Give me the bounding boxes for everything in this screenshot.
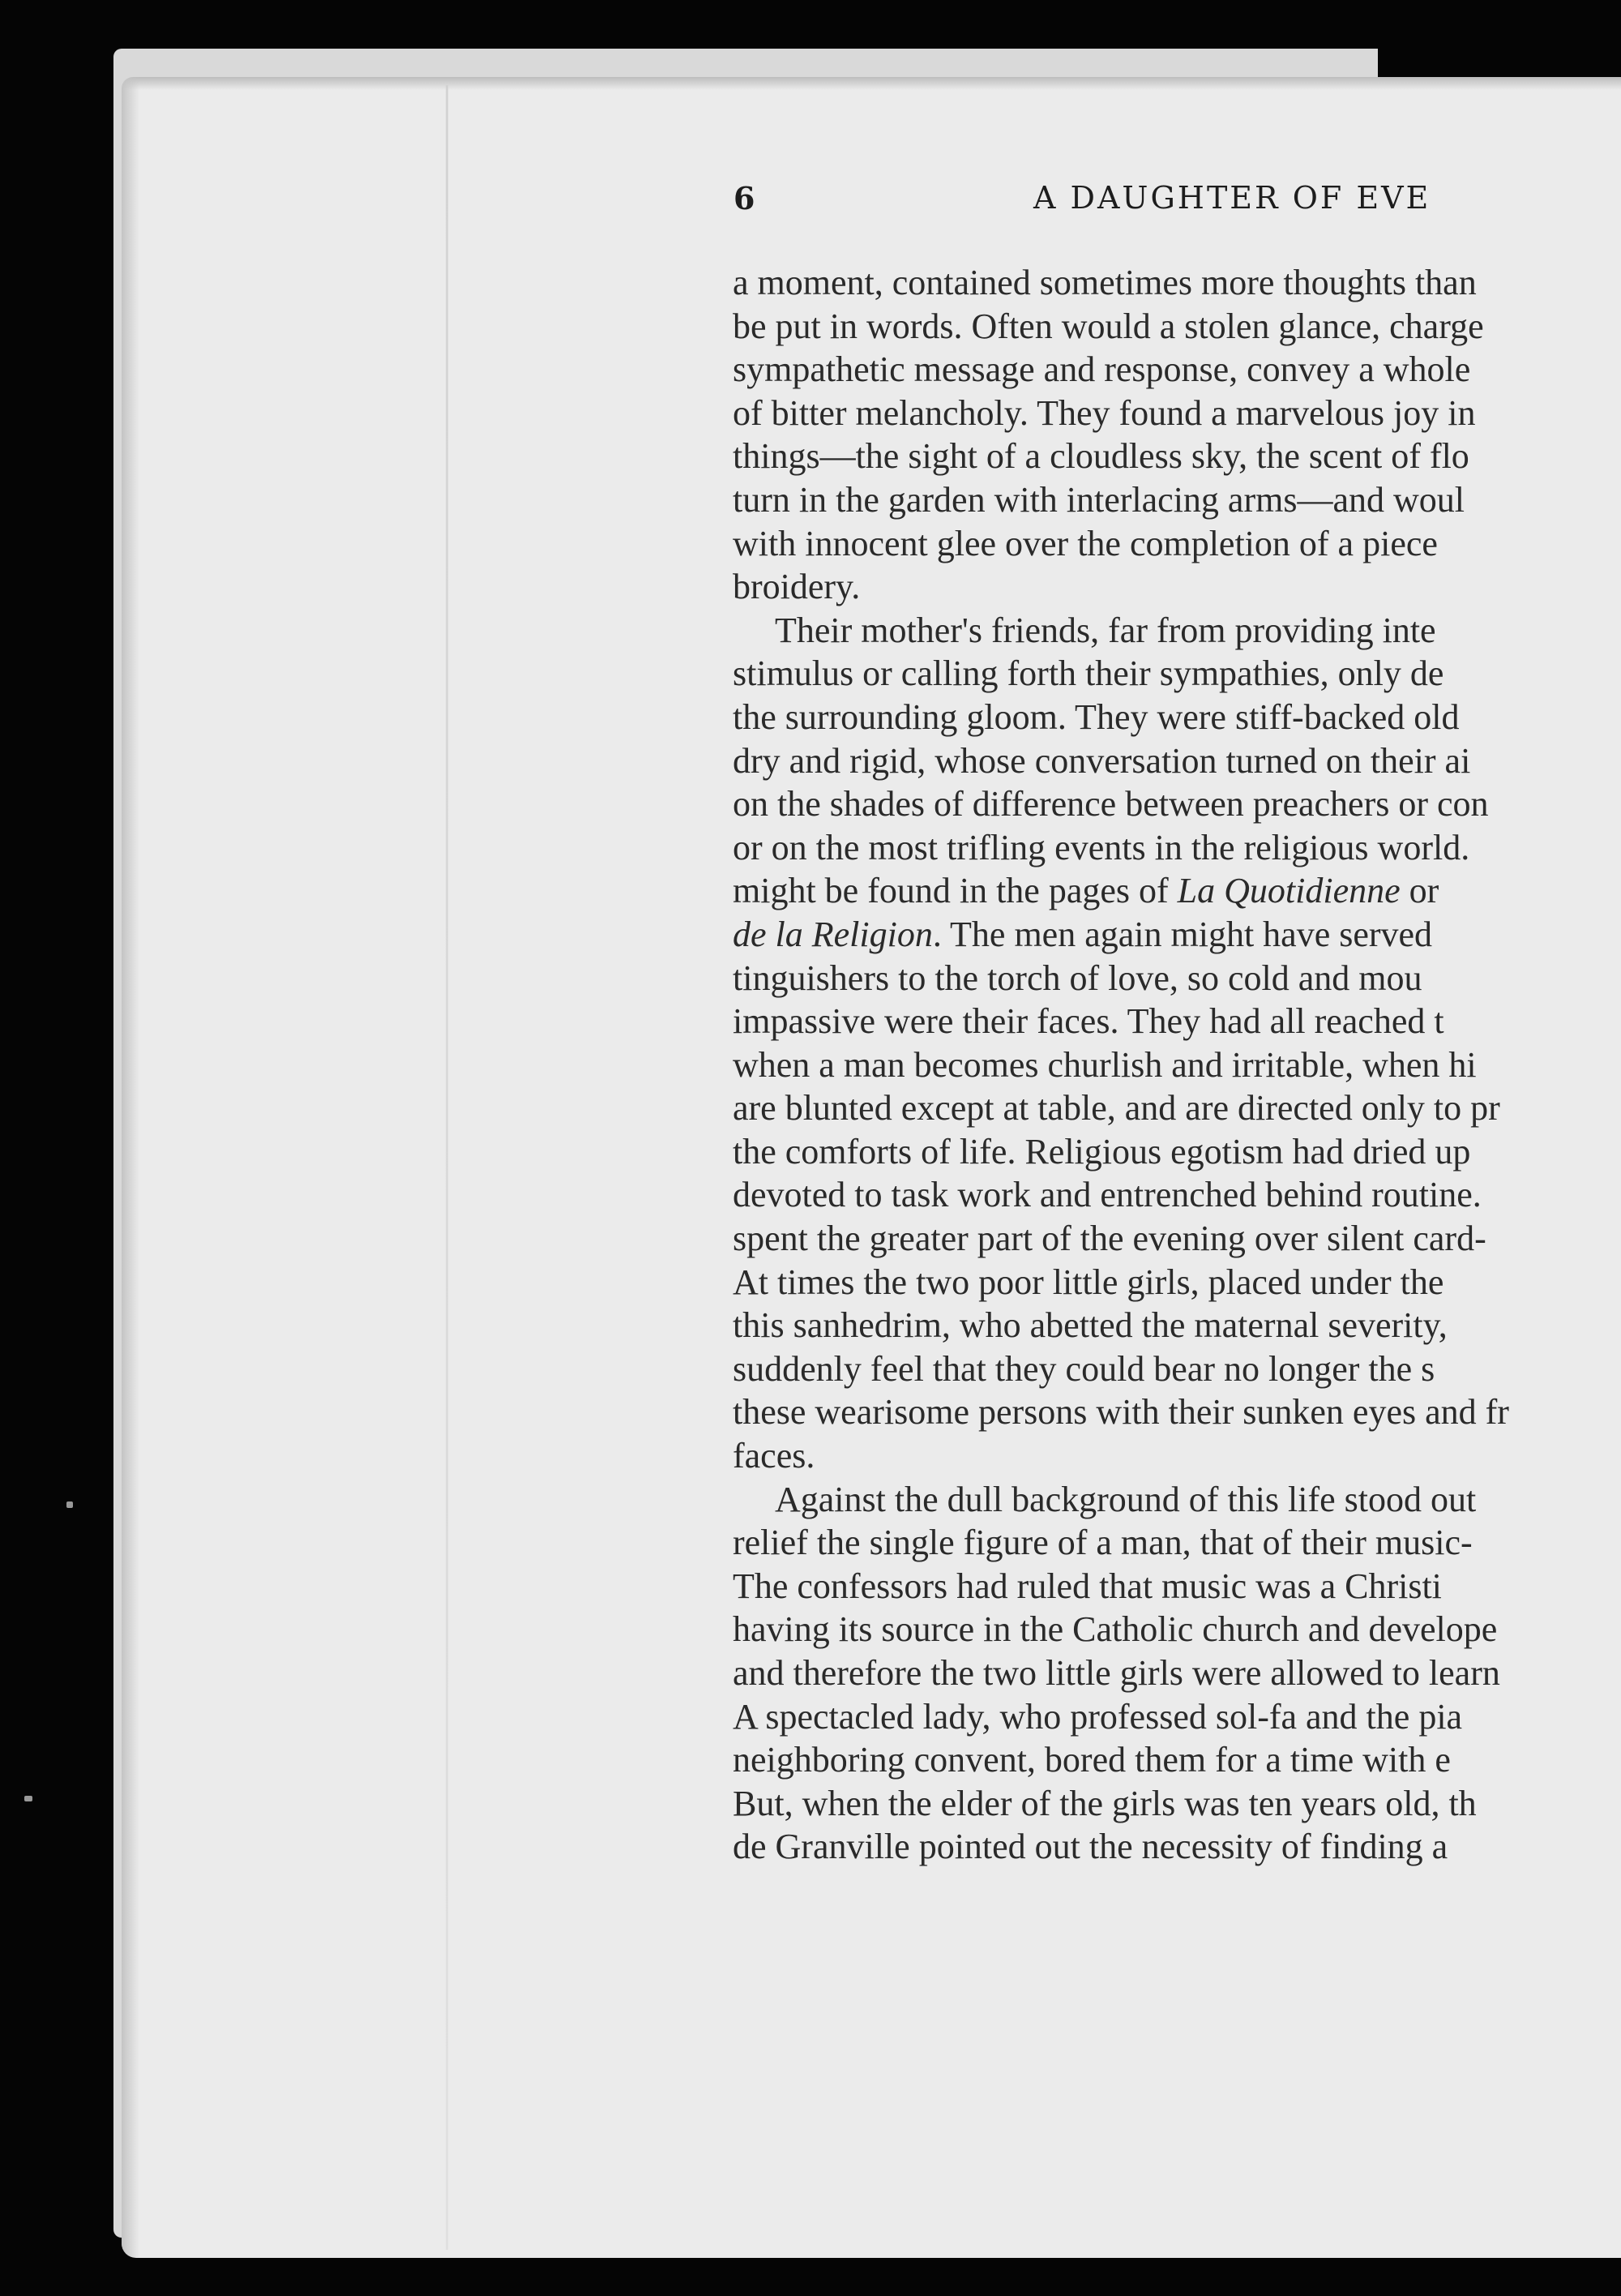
text-line: on the shades of difference between preachers or con [733,784,1489,825]
text-line: faces. [733,1436,815,1476]
text-line: or on the most trifling events in the religious world. [733,827,1470,867]
page-number: 6 [734,180,756,216]
text-line: A spectacled lady, who professed sol-fa and the pia [733,1696,1463,1737]
text-line: with innocent glee over the completion of a piece [733,523,1438,563]
text-line: of bitter melancholy. They found a marvelous joy in [733,392,1476,433]
text-line: But, when the elder of the girls was ten years old, th [733,1783,1477,1823]
scan-speck [66,1501,73,1508]
text-line: a moment, contained sometimes more thoughts than [733,263,1477,302]
text-line: these wearisome persons with their sunken eyes and fr [733,1392,1509,1433]
text-line: might be found in the pages of La Quotidienne or [733,871,1439,911]
text-line: having its source in the Catholic church and develope [733,1609,1498,1650]
text-line: neighboring convent, bored them for a time with e [733,1740,1451,1780]
text-line: suddenly feel that they could bear no longer the s [733,1348,1435,1389]
text-line: devoted to task work and entrenched behind routine. [733,1175,1482,1215]
text-line: dry and rigid, whose conversation turned on their ai [733,740,1471,781]
text-line: relief the single figure of a man, that of their music- [733,1523,1473,1563]
text-line: and therefore the two little girls were allowed to learn [733,1653,1500,1693]
text-line: The confessors had ruled that music was a Christi [733,1566,1442,1606]
text-line: things—the sight of a cloudless sky, the scent of flo [733,436,1469,477]
page-left-shadow [122,77,139,2258]
text-line: be put in words. Often would a stolen glance, charge [733,306,1484,346]
page-top-shadow [122,77,1621,90]
running-title: A DAUGHTER OF EVE [1033,180,1431,216]
text-line: tinguishers to the torch of love, so cold and mou [733,957,1422,998]
text-line: stimulus or calling forth their sympathies, only de [733,653,1444,694]
text-line: this sanhedrim, who abetted the maternal severity, [733,1305,1448,1346]
text-line: de Granville pointed out the necessity of finding a [733,1827,1448,1867]
text-line: are blunted except at table, and are directed only to pr [733,1088,1500,1129]
text-line: broidery. [733,567,861,607]
text-line: the surrounding gloom. They were stiff-backed old [733,696,1460,737]
text-line: de la Religion. The men again might have served [733,914,1433,954]
text-line: impassive were their faces. They had all reached t [733,1001,1444,1042]
text-line: turn in the garden with interlacing arms—and woul [733,479,1465,520]
body-text [733,261,1621,1869]
text-line: At times the two poor little girls, placed under the [733,1262,1444,1302]
running-head [734,180,1544,229]
text-line: spent the greater part of the evening over silent card- [733,1219,1486,1259]
page-inner-edge [446,85,448,2250]
text-line: Their mother's friends, far from providing inte [775,610,1436,650]
text-line: the comforts of life. Religious egotism had dried up [733,1131,1471,1172]
text-line: when a man becomes churlish and irritable, when hi [733,1044,1477,1085]
text-line: sympathetic message and response, convey a whole [733,349,1471,390]
scan-speck [24,1796,32,1801]
text-line: Against the dull background of this life stood out [775,1479,1477,1519]
